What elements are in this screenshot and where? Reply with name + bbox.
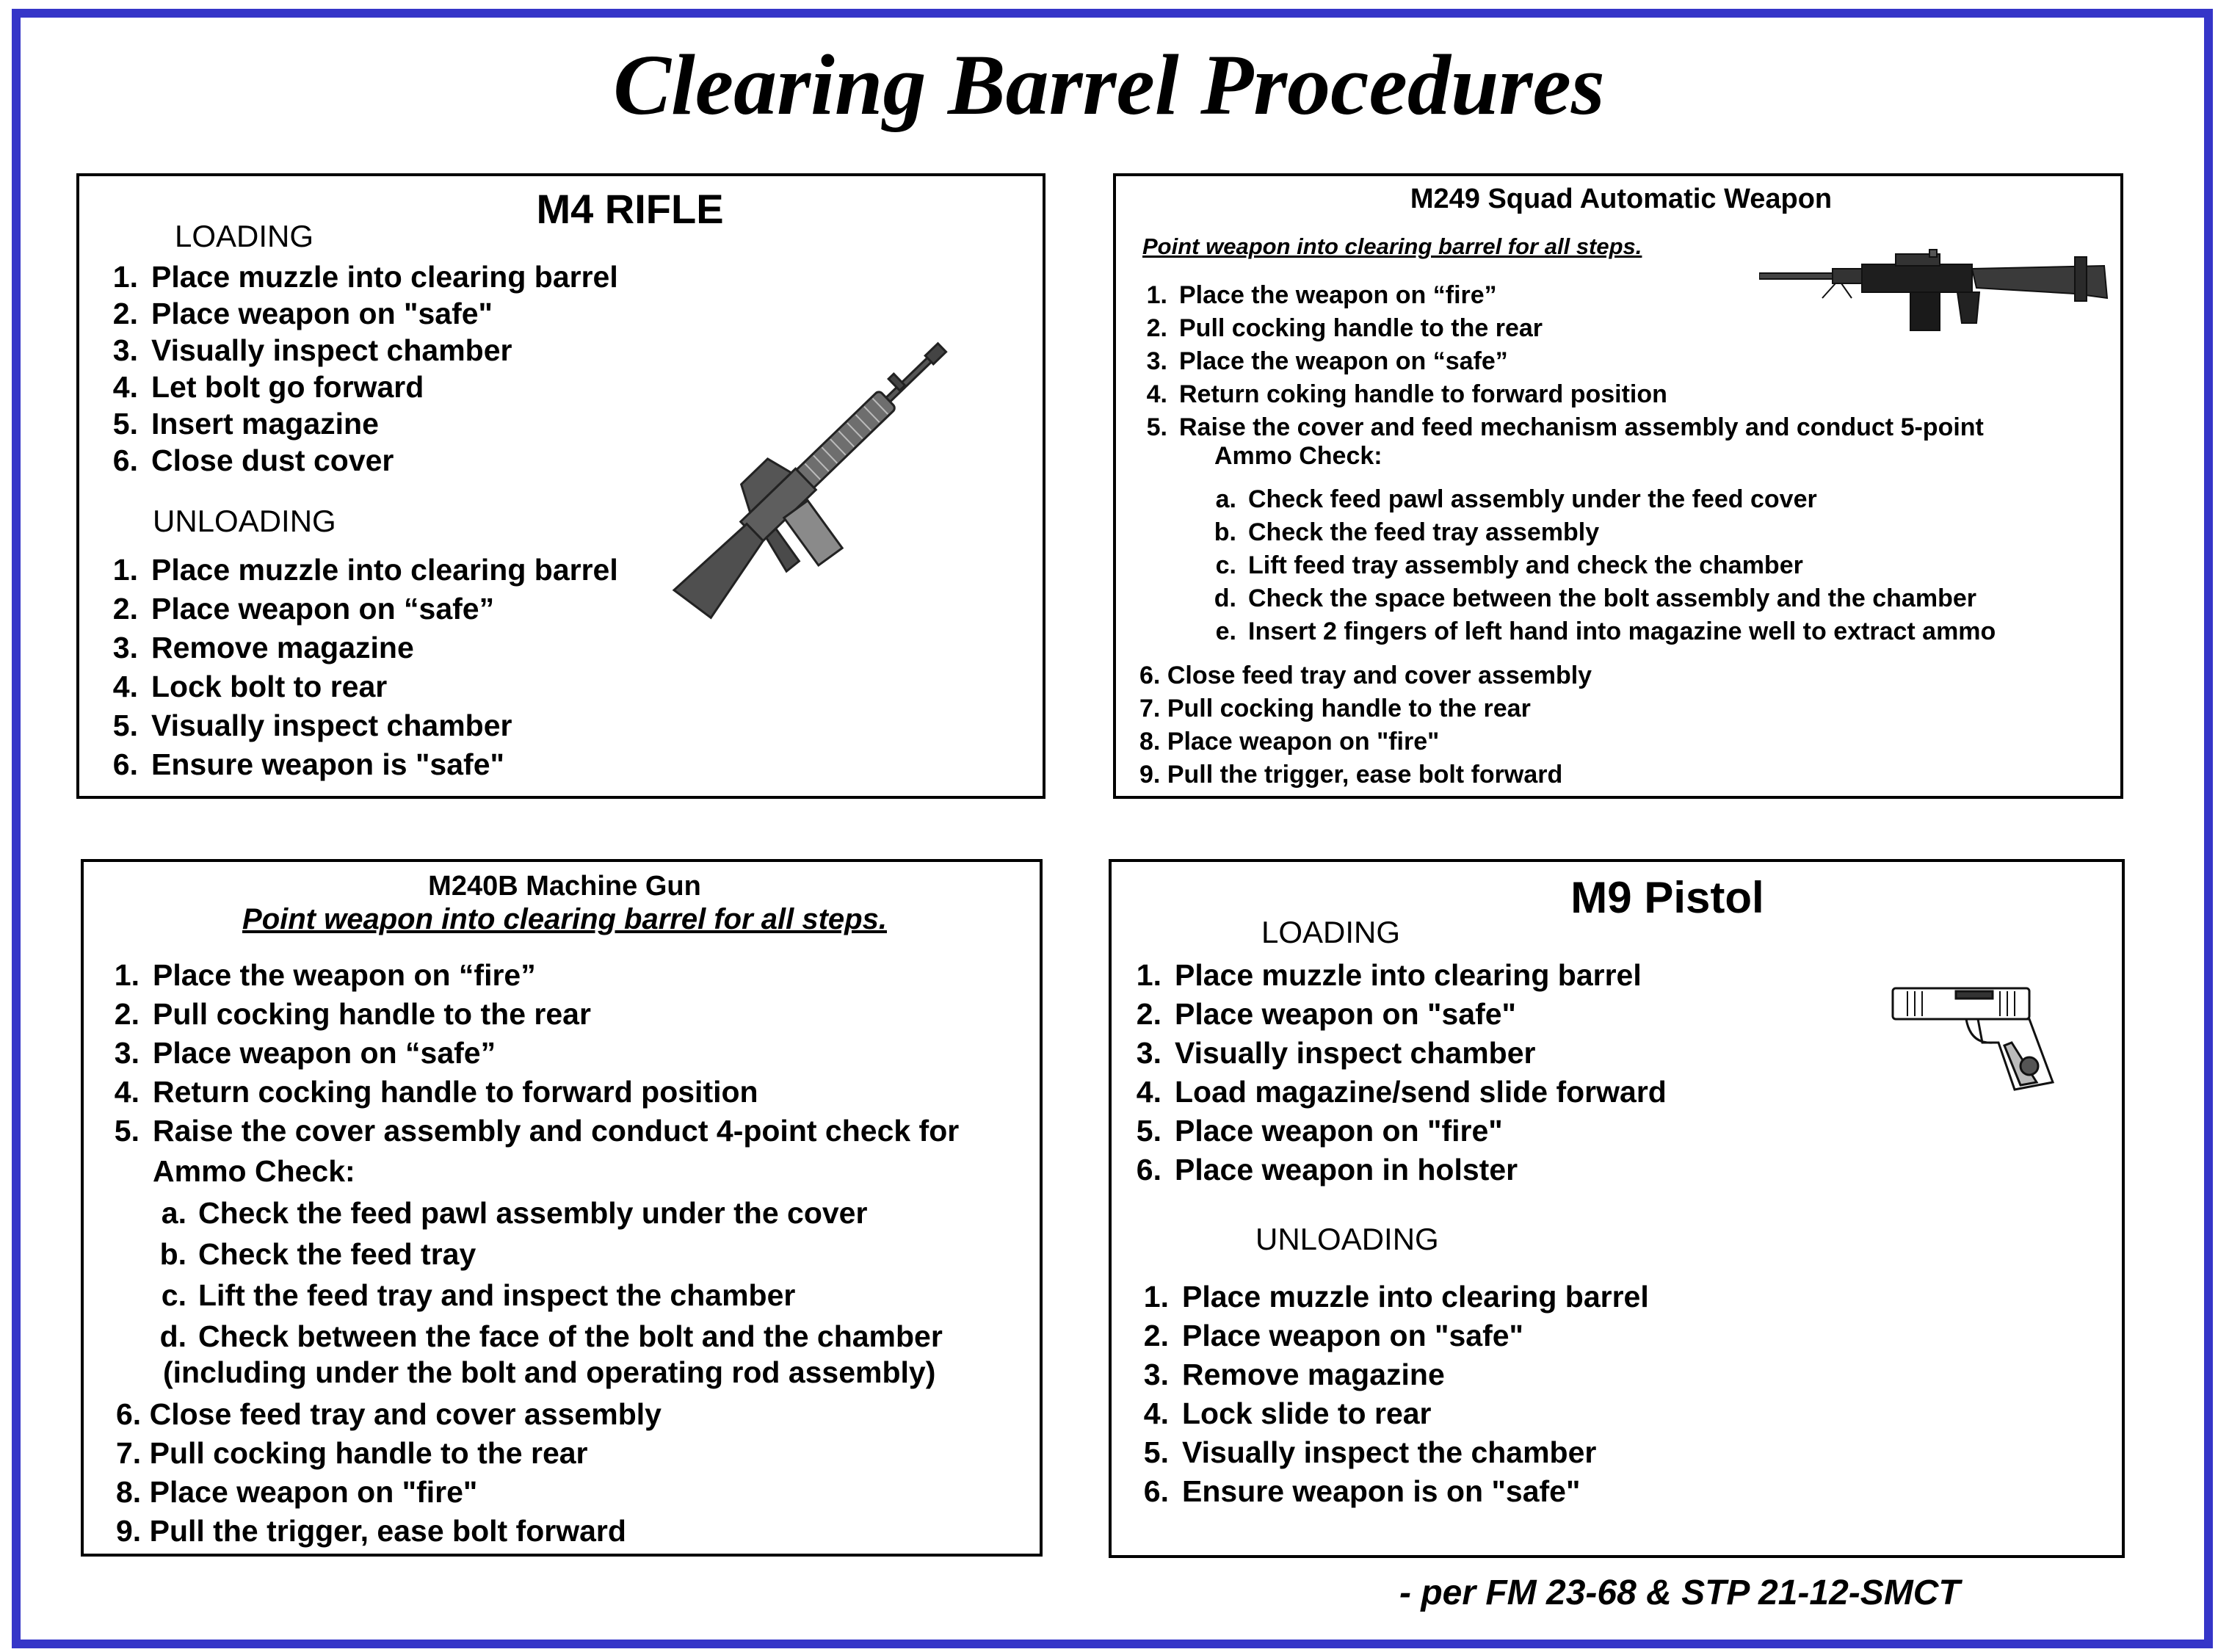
list-item: 4. Lock bolt to rear xyxy=(112,670,388,703)
m4-title: M4 RIFLE xyxy=(536,186,724,232)
list-item: e. Insert 2 fingers of left hand into magazine well to extract ammo xyxy=(1215,617,1996,645)
list-item: 6. Close dust cover xyxy=(112,443,394,477)
list-item: 5. Insert magazine xyxy=(112,407,379,441)
list-item: 5. Place weapon on "fire" xyxy=(1136,1114,1503,1148)
list-item: a. Check feed pawl assembly under the feed cover xyxy=(1215,485,1817,513)
m249-step5-continued: Ammo Check: xyxy=(1214,442,1382,470)
rifle-illustration xyxy=(623,316,1004,646)
m240b-note: Point weapon into clearing barrel for all steps. xyxy=(242,903,887,935)
m4-unloading-label: UNLOADING xyxy=(153,504,336,538)
m240b-final-steps-list xyxy=(116,1395,662,1551)
list-item: 5. Visually inspect chamber xyxy=(112,709,512,742)
m9-pistol-panel xyxy=(1109,859,2125,1558)
list-item: 4. Return cocking handle to forward position xyxy=(114,1075,758,1109)
list-item: 7. Pull cocking handle to the rear xyxy=(116,1436,588,1470)
list-item: 3. Visually inspect chamber xyxy=(1136,1036,1536,1070)
list-item: 6. Ensure weapon is "safe" xyxy=(112,747,504,781)
list-item: 8. Place weapon on "fire" xyxy=(116,1475,478,1509)
list-item: 1. Place muzzle into clearing barrel xyxy=(112,260,618,294)
list-item: 2. Place weapon on "safe" xyxy=(1143,1319,1523,1352)
list-item: 3. Place weapon on “safe” xyxy=(114,1036,496,1070)
pistol-illustration xyxy=(1890,972,2059,1097)
m249-title: M249 Squad Automatic Weapon xyxy=(1410,184,1833,214)
list-item: 3. Visually inspect chamber xyxy=(112,333,512,367)
m249-panel xyxy=(1113,173,2123,799)
list-item: b. Check the feed tray assembly xyxy=(1214,518,1600,546)
m4-unloading-list xyxy=(106,551,618,784)
list-item: 1. Place muzzle into clearing barrel xyxy=(1136,958,1642,992)
page-title: Clearing Barrel Procedures xyxy=(613,37,1605,133)
list-item: 7. Pull cocking handle to the rear xyxy=(1139,695,1531,722)
m249-final-steps-list xyxy=(1139,659,1592,791)
m9-loading-label: LOADING xyxy=(1261,915,1401,949)
m240b-step5-continued: Ammo Check: xyxy=(153,1154,355,1188)
m9-loading-list xyxy=(1129,956,1667,1189)
list-item: c. Lift feed tray assembly and check the chamber xyxy=(1215,551,1803,579)
list-item: 4. Return coking handle to forward position xyxy=(1146,380,1667,408)
m9-title: M9 Pistol xyxy=(1570,873,1764,922)
m9-unloading-label: UNLOADING xyxy=(1255,1222,1439,1256)
list-item: 6. Close feed tray and cover assembly xyxy=(1139,662,1592,689)
list-item: 5. Raise the cover assembly and conduct 4-point check for xyxy=(114,1114,960,1148)
list-item: 3. Remove magazine xyxy=(1143,1358,1445,1391)
m249-substeps-list xyxy=(1211,483,1996,648)
m240b-title: M240B Machine Gun xyxy=(428,871,701,902)
list-item: 5. Raise the cover and feed mechanism assembly and conduct 5-point xyxy=(1146,413,1984,441)
list-item: 5. Visually inspect the chamber xyxy=(1143,1435,1597,1469)
m249-note: Point weapon into clearing barrel for all steps. xyxy=(1142,233,1642,259)
list-item: 1. Place muzzle into clearing barrel xyxy=(1143,1280,1649,1314)
list-item: b. Check the feed tray xyxy=(159,1237,476,1271)
list-item: 2. Place weapon on "safe" xyxy=(112,297,493,330)
source-footer: - per FM 23-68 & STP 21-12-SMCT xyxy=(1399,1573,1960,1612)
list-item: d. Check the space between the bolt assembly and the chamber xyxy=(1214,584,1976,612)
m4-loading-list xyxy=(106,258,618,479)
list-item: d. Check between the face of the bolt and the chamber xyxy=(159,1319,943,1353)
list-item: 3. Remove magazine xyxy=(112,631,414,664)
list-item: 8. Place weapon on "fire" xyxy=(1139,728,1440,756)
list-item: 1. Place the weapon on “fire” xyxy=(114,958,536,992)
machine-gun-illustration xyxy=(1759,247,2112,357)
list-item: 6. Ensure weapon is on "safe" xyxy=(1143,1474,1581,1508)
m240b-substep-d-continued: (including under the bolt and operating rod assembly) xyxy=(163,1355,936,1389)
m240b-steps-list xyxy=(107,956,959,1151)
list-item: 1. Place muzzle into clearing barrel xyxy=(112,553,618,587)
list-item: 4. Let bolt go forward xyxy=(112,370,424,404)
list-item: 2. Pull cocking handle to the rear xyxy=(114,997,591,1031)
m9-unloading-list xyxy=(1137,1278,1649,1511)
m4-loading-label: LOADING xyxy=(175,219,314,253)
list-item: a. Check the feed pawl assembly under the cover xyxy=(161,1196,868,1230)
list-item: 9. Pull the trigger, ease bolt forward xyxy=(1139,761,1563,789)
m4-rifle-panel xyxy=(76,173,1045,799)
list-item: 9. Pull the trigger, ease bolt forward xyxy=(116,1514,626,1548)
list-item: 2. Place weapon on “safe” xyxy=(112,592,495,626)
list-item: 6. Place weapon in holster xyxy=(1136,1153,1518,1187)
list-item: 3. Place the weapon on “safe” xyxy=(1146,347,1508,375)
m240b-substeps-list xyxy=(159,1192,943,1357)
list-item: 4. Load magazine/send slide forward xyxy=(1136,1075,1667,1109)
list-item: c. Lift the feed tray and inspect the chamber xyxy=(161,1278,796,1312)
list-item: 1. Place the weapon on “fire” xyxy=(1146,281,1497,309)
list-item: 4. Lock slide to rear xyxy=(1143,1396,1432,1430)
list-item: 2. Pull cocking handle to the rear xyxy=(1146,314,1543,342)
m240b-panel xyxy=(81,859,1043,1557)
list-item: 2. Place weapon on "safe" xyxy=(1136,997,1516,1031)
list-item: 6. Close feed tray and cover assembly xyxy=(116,1397,662,1431)
